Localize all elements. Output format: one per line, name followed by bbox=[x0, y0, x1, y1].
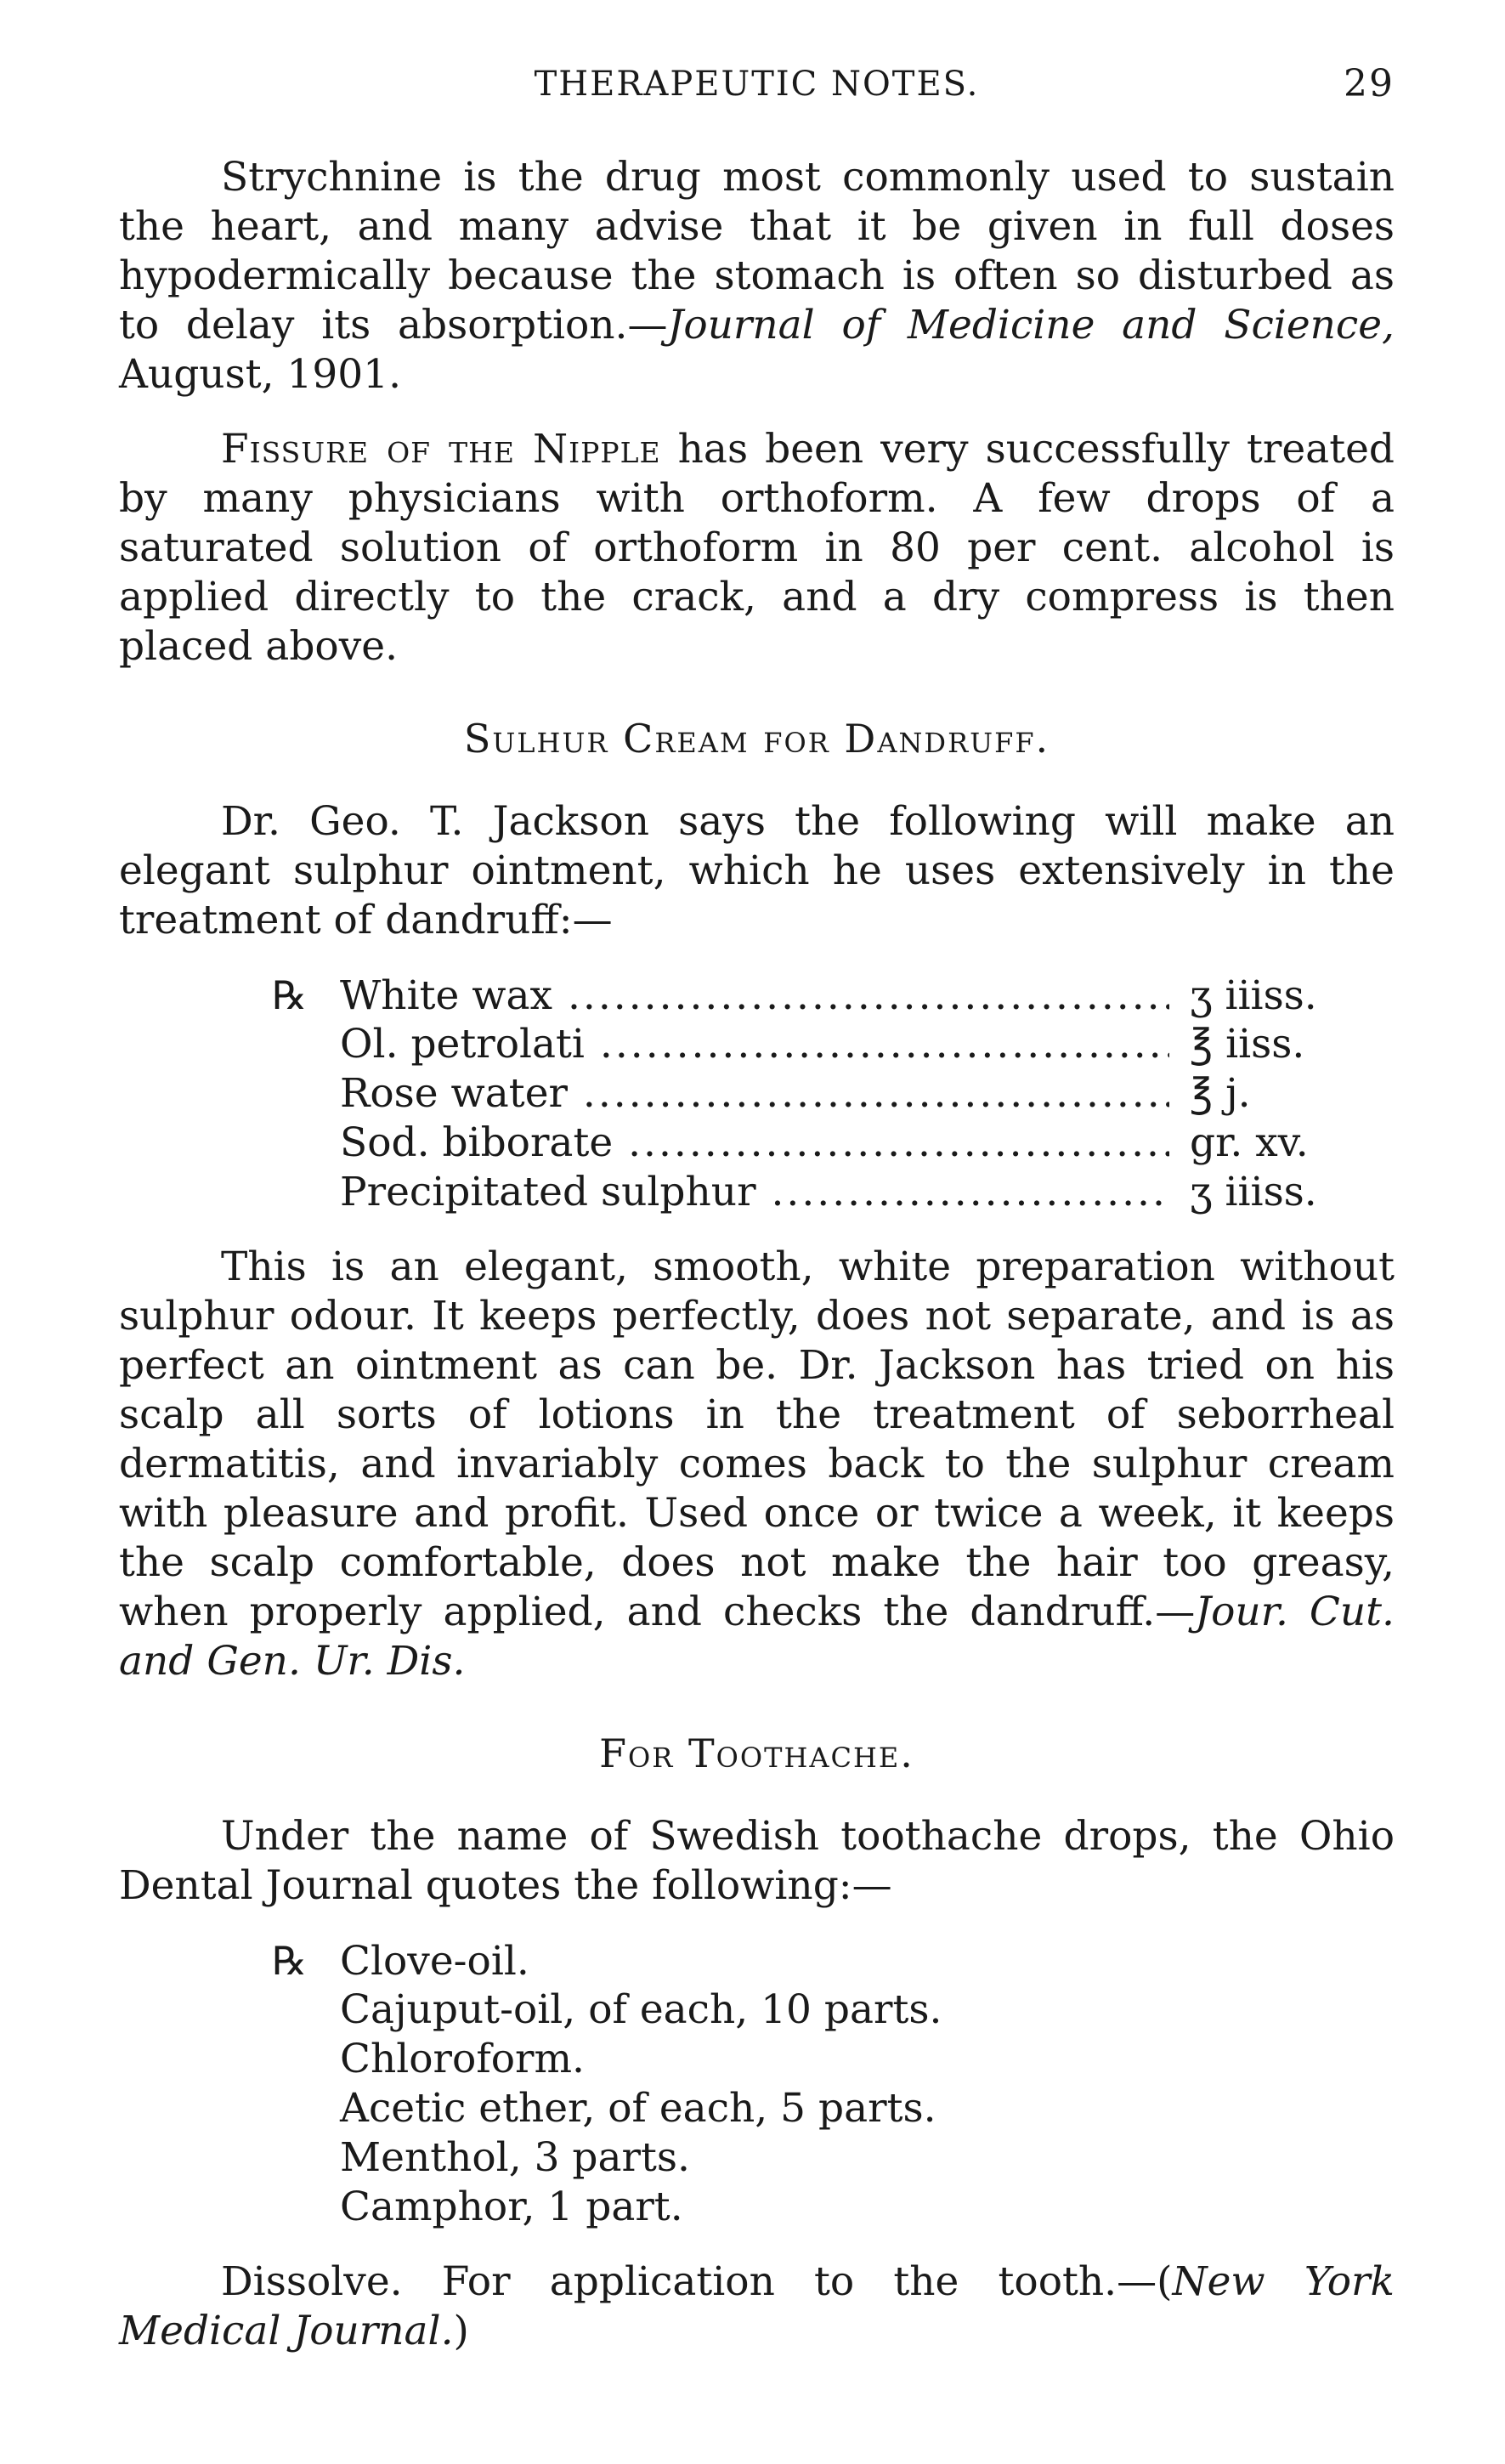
formula-line: Chloroform. bbox=[340, 2036, 585, 2082]
strychnine-source: Journal of Medicine and Science, bbox=[667, 302, 1395, 348]
ingredient-name: Rose water ..... bbox=[340, 1069, 1169, 1119]
fissure-paragraph bbox=[119, 425, 1395, 671]
ingredient-name: Ol. petrolati ..... bbox=[340, 1020, 1169, 1069]
toothache-source: New York Medical Journal. bbox=[119, 2258, 1395, 2354]
formula-row bbox=[272, 2084, 1395, 2133]
formula-row bbox=[272, 1985, 1395, 2035]
formula-line: Cajuput-oil, of each, 10 parts. bbox=[340, 1986, 942, 2033]
ingredient-quantity: gr. xv. bbox=[1190, 1119, 1309, 1166]
ingredient-name: White wax ..... bbox=[340, 971, 1169, 1021]
sulphur-description bbox=[119, 1243, 1395, 1686]
toothache-prescription bbox=[272, 1936, 1395, 2232]
recipe-symbol: ℞ bbox=[272, 1938, 308, 1984]
running-title: THERAPEUTIC NOTES. bbox=[534, 65, 980, 104]
prescription-row bbox=[272, 1069, 1360, 1119]
sulphur-intro: Dr. Geo. T. Jackson says the following will make an elegant sulphur ointment, which he uses extensively in the treatment of dandruff:— bbox=[119, 798, 1395, 943]
ingredient-quantity: ʒ iiiss. bbox=[1190, 1169, 1317, 1215]
prescription-row bbox=[272, 1168, 1360, 1217]
formula-row bbox=[272, 2035, 1395, 2084]
ingredient-quantity: ℥ j. bbox=[1190, 1070, 1251, 1117]
page-number: 29 bbox=[1344, 62, 1395, 105]
formula-row bbox=[272, 2133, 1395, 2183]
recipe-symbol: ℞ bbox=[272, 972, 308, 1018]
ingredient-quantity: ʒ iiiss. bbox=[1190, 972, 1317, 1019]
sulphur-description-text: This is an elegant, smooth, white preparation without sulphur odour. It keeps perfectly, does not separate, and is as perfect an ointment as can be. Dr. Jackson has tried on his scalp all sorts of lotions in the treatment of seborrheal dermatitis, and invariably comes back to the sulphur cream with pleasure and profit. Used once or twice a week, it keeps the scalp comfortable, does not make the hair too greasy, when properly applied, and checks the dandruff.— bbox=[119, 1243, 1395, 1635]
sulphur-source: Jour. Cut. and Gen. Ur. Dis. bbox=[119, 1589, 1395, 1685]
strychnine-date: August, 1901. bbox=[119, 351, 402, 398]
toothache-directions bbox=[119, 2257, 1395, 2356]
prescription-row bbox=[272, 971, 1360, 1020]
fissure-text: has been very successfully treated by many physicians with orthoform. A few drops of a saturated solution of orthoform in 80 per cent. alcohol is applied directly to the crack, and a dry compress is then placed above. bbox=[119, 426, 1395, 670]
ingredient-quantity: ℥ iiss. bbox=[1190, 1021, 1305, 1068]
strychnine-paragraph bbox=[119, 153, 1395, 399]
strychnine-text: Strychnine is the drug most commonly used to sustain the heart, and many advise that it be given in full doses hypodermically because the stomach is often so disturbed as to delay its absorption.— bbox=[119, 154, 1395, 348]
formula-line: Clove-oil. bbox=[340, 1938, 529, 1985]
formula-row bbox=[272, 2183, 1395, 2232]
toothache-close: ) bbox=[453, 2308, 469, 2354]
toothache-directions-text: Dissolve. For application to the tooth.—( bbox=[221, 2258, 1173, 2305]
sulphur-prescription bbox=[272, 971, 1360, 1217]
sulphur-heading: Sulhur Cream for Dandruff. bbox=[463, 716, 1050, 762]
prescription-row bbox=[272, 1020, 1360, 1069]
running-head bbox=[119, 59, 1395, 119]
ingredient-name: Sod. biborate ..... bbox=[340, 1119, 1169, 1168]
formula-row bbox=[272, 1936, 1395, 1985]
formula-line: Camphor, 1 part. bbox=[340, 2184, 683, 2230]
ingredient-name: Precipitated sulphur ..... bbox=[340, 1168, 1169, 1217]
fissure-lead: Fissure of the Nipple bbox=[221, 426, 661, 473]
toothache-heading: For Toothache. bbox=[599, 1730, 914, 1776]
formula-line: Menthol, 3 parts. bbox=[340, 2134, 690, 2181]
formula-line: Acetic ether, of each, 5 parts. bbox=[340, 2085, 936, 2132]
prescription-row bbox=[272, 1119, 1360, 1168]
toothache-intro: Under the name of Swedish toothache drops, the Ohio Dental Journal quotes the following:— bbox=[119, 1813, 1395, 1909]
